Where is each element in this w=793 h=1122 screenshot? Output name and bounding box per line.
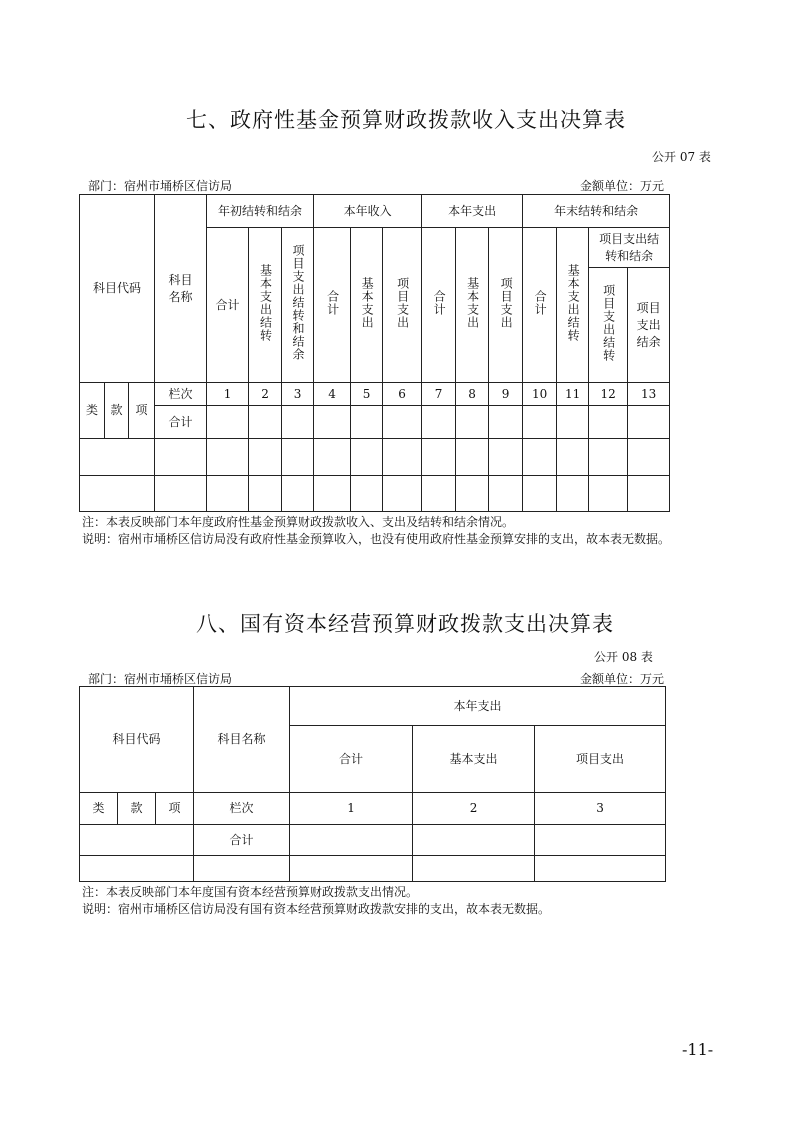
section7-title: 七、政府性基金预算财政拨款收入支出决算表 — [186, 108, 626, 132]
empty-cell — [383, 439, 422, 476]
empty-cell — [249, 476, 282, 512]
empty-cell — [207, 406, 249, 439]
empty-cell — [557, 439, 589, 476]
empty-cell — [489, 406, 523, 439]
empty-cell — [489, 439, 523, 476]
empty-cell — [290, 856, 413, 882]
table-number: 公开 08 表 — [594, 650, 653, 664]
header-name: 科目名称 — [194, 687, 290, 793]
page-number: -11- — [682, 1040, 714, 1059]
empty-cell — [523, 439, 557, 476]
empty-cell — [422, 406, 456, 439]
empty-cell — [557, 476, 589, 512]
sub-header: 合计 — [290, 726, 413, 793]
empty-cell — [523, 476, 557, 512]
empty-cell — [589, 439, 628, 476]
table-number: 公开 07 表 — [652, 150, 711, 164]
empty-cell — [155, 439, 207, 476]
department-label: 部门：宿州市埇桥区信访局 — [88, 672, 233, 686]
section7-note: 注：本表反映部门本年度政府性基金预算财政拨款收入、支出及结转和结余情况。 — [82, 515, 515, 529]
empty-cell — [456, 406, 489, 439]
total-label: 合计 — [194, 825, 290, 856]
empty-cell — [80, 476, 155, 512]
empty-cell — [351, 439, 383, 476]
empty-cell — [628, 439, 670, 476]
empty-cell — [282, 476, 314, 512]
sub-header: 项目支出 — [535, 726, 666, 793]
empty-cell — [422, 439, 456, 476]
sub-header: 合计 — [422, 228, 456, 383]
header-xiang: 项 — [156, 793, 194, 825]
department-label: 部门：宿州市埇桥区信访局 — [88, 179, 233, 193]
column-number: 10 — [523, 383, 557, 406]
empty-cell — [80, 439, 155, 476]
empty-cell — [314, 439, 351, 476]
government-fund-table — [79, 194, 670, 512]
section8-title: 八、国有资本经营预算财政拨款支出决算表 — [196, 612, 614, 636]
total-label: 合计 — [155, 406, 207, 439]
empty-cell — [207, 439, 249, 476]
header-kuan: 款 — [105, 383, 129, 439]
column-number: 4 — [314, 383, 351, 406]
sub-header: 合计 — [523, 228, 557, 383]
empty-cell — [290, 825, 413, 856]
sub-header: 项目支出结转和结余 — [282, 228, 314, 383]
table-row — [80, 476, 670, 512]
empty-cell — [589, 406, 628, 439]
column-number: 3 — [282, 383, 314, 406]
sub-header: 基本支出结转 — [557, 228, 589, 383]
sub-header: 合计 — [207, 228, 249, 383]
column-number: 2 — [249, 383, 282, 406]
sub-header: 基本支出 — [351, 228, 383, 383]
sub-header: 基本支出 — [413, 726, 535, 793]
empty-cell — [535, 856, 666, 882]
empty-cell — [314, 406, 351, 439]
empty-cell — [523, 406, 557, 439]
header-group-expense: 本年支出 — [422, 195, 523, 228]
empty-cell — [383, 406, 422, 439]
empty-cell — [351, 406, 383, 439]
column-number: 1 — [290, 793, 413, 825]
section8-explanation: 说明：宿州市埇桥区信访局没有国有资本经营预算财政拨款安排的支出，故本表无数据。 — [82, 902, 551, 916]
header-code: 科目代码 — [80, 687, 194, 793]
empty-cell — [456, 439, 489, 476]
header-group-closing: 年末结转和结余 — [523, 195, 670, 228]
sub-header: 基本支出结转 — [249, 228, 282, 383]
empty-cell — [413, 856, 535, 882]
column-number: 2 — [413, 793, 535, 825]
empty-cell — [628, 476, 670, 512]
column-number: 12 — [589, 383, 628, 406]
empty-cell — [249, 439, 282, 476]
empty-cell — [194, 856, 290, 882]
unit-label: 金额单位：万元 — [580, 179, 665, 193]
table-row — [80, 439, 670, 476]
column-number: 5 — [351, 383, 383, 406]
empty-cell — [589, 476, 628, 512]
empty-cell — [628, 406, 670, 439]
sub-header: 项目支出 — [489, 228, 523, 383]
column-number: 13 — [628, 383, 670, 406]
header-lanci: 栏次 — [194, 793, 290, 825]
sub-header: 基本支出 — [456, 228, 489, 383]
empty-cell — [535, 825, 666, 856]
sub-header: 项目支出 — [383, 228, 422, 383]
column-number: 1 — [207, 383, 249, 406]
empty-cell — [80, 856, 194, 882]
empty-cell — [383, 476, 422, 512]
header-group-opening: 年初结转和结余 — [207, 195, 314, 228]
header-group-expense: 本年支出 — [290, 687, 666, 726]
header-code: 科目代码 — [80, 195, 155, 383]
header-xiang: 项 — [129, 383, 155, 439]
column-number: 8 — [456, 383, 489, 406]
empty-cell — [314, 476, 351, 512]
unit-label: 金额单位：万元 — [580, 672, 665, 686]
empty-cell — [557, 406, 589, 439]
section8-note: 注：本表反映部门本年度国有资本经营预算财政拨款支出情况。 — [82, 885, 419, 899]
header-group-income: 本年收入 — [314, 195, 422, 228]
state-capital-table — [79, 686, 666, 882]
header-kuan: 款 — [118, 793, 156, 825]
empty-cell — [282, 439, 314, 476]
header-lei: 类 — [80, 383, 105, 439]
column-number: 9 — [489, 383, 523, 406]
column-number: 6 — [383, 383, 422, 406]
sub-header: 项目支出结转 — [589, 268, 628, 383]
column-number: 11 — [557, 383, 589, 406]
sub-header: 合计 — [314, 228, 351, 383]
column-number: 7 — [422, 383, 456, 406]
header-lei: 类 — [80, 793, 118, 825]
empty-cell — [456, 476, 489, 512]
empty-cell — [422, 476, 456, 512]
empty-cell — [282, 406, 314, 439]
empty-cell — [155, 476, 207, 512]
column-number: 3 — [535, 793, 666, 825]
empty-cell — [80, 825, 194, 856]
empty-cell — [413, 825, 535, 856]
section7-explanation: 说明：宿州市埇桥区信访局没有政府性基金预算收入，也没有使用政府性基金预算安排的支出，故本表无数据。 — [82, 532, 671, 546]
empty-cell — [489, 476, 523, 512]
header-project-group: 项目支出结转和结余 — [589, 228, 670, 268]
empty-cell — [351, 476, 383, 512]
empty-cell — [249, 406, 282, 439]
header-name: 科目名称 — [155, 195, 207, 383]
empty-cell — [207, 476, 249, 512]
table-row — [80, 856, 666, 882]
sub-header: 项目支出结余 — [628, 268, 670, 383]
header-lanci: 栏次 — [155, 383, 207, 406]
